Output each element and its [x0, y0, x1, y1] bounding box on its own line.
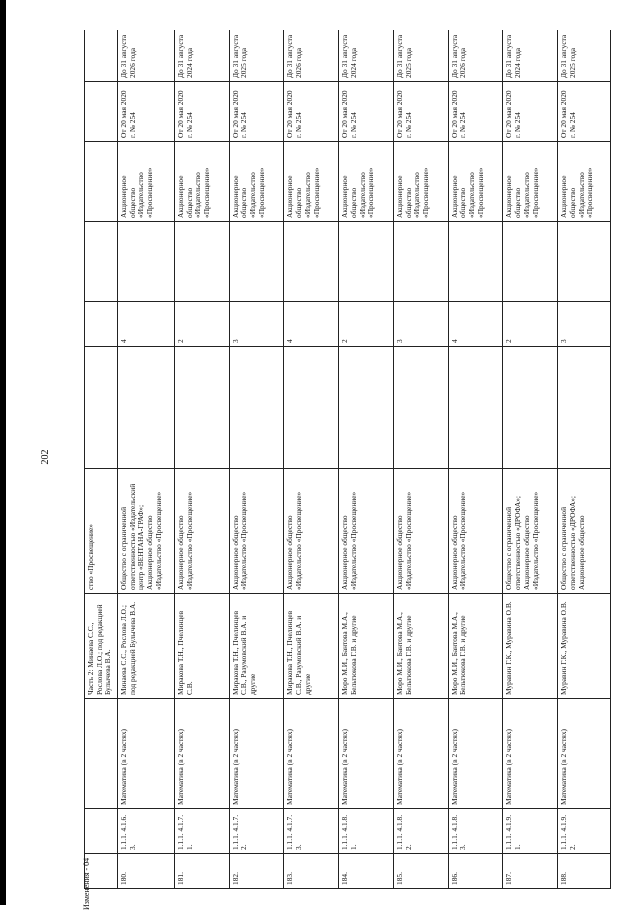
cell-subject: Математика (в 2 частях): [229, 699, 284, 809]
cell-org: Акционерное общество «Издательство «Просвещение»: [174, 142, 229, 222]
cell-num: 182.: [229, 854, 284, 889]
cell-c6: [85, 347, 118, 469]
cell-order: От 20 мая 2020 г. № 254: [558, 82, 611, 142]
cell-subject: Математика (в 2 частях): [558, 699, 611, 809]
cell-grade: 4: [117, 302, 174, 347]
cell-until: До 31 августа 2025 года: [229, 30, 284, 82]
cell-c6: [284, 347, 339, 469]
cell-publisher: ство «Просвещение»: [85, 469, 118, 594]
cell-authors: Моро М.И., Бантова М.А., Бельтюкова Г.В. и другие: [448, 594, 503, 699]
cell-code: 1.1.1. 4.1.7. 3.: [284, 809, 339, 854]
cell-num: 187.: [503, 854, 558, 889]
cell-order: От 20 мая 2020 г. № 254: [117, 82, 174, 142]
cell-org: Акционерное общество «Издательство «Просвещение»: [558, 142, 611, 222]
cell-until: До 31 августа 2026 года: [448, 30, 503, 82]
cell-c6: [503, 347, 558, 469]
cell-c8: [284, 222, 339, 302]
table-viewport: [84, 30, 611, 889]
cell-code: 1.1.1. 4.1.7. 2.: [229, 809, 284, 854]
table-row: [85, 30, 118, 889]
cell-grade: 3: [229, 302, 284, 347]
cell-c6: [229, 347, 284, 469]
cell-subject: Математика (в 2 частях): [503, 699, 558, 809]
cell-authors: Миракова Т.Н., Пчелинцев С.В., Разумовский В.А. и другие: [284, 594, 339, 699]
cell-grade: 3: [558, 302, 611, 347]
cell-grade: 2: [503, 302, 558, 347]
cell-until: До 31 августа 2024 года: [174, 30, 229, 82]
footer-note: Изменения - 04: [82, 857, 91, 910]
cell-org: Акционерное общество «Издательство «Просвещение»: [229, 142, 284, 222]
cell-code: 1.1.1. 4.1.9. 2.: [558, 809, 611, 854]
table-row: [503, 30, 558, 889]
cell-num: 185.: [393, 854, 448, 889]
cell-code: 1.1.1. 4.1.8. 3.: [448, 809, 503, 854]
cell-publisher: Акционерное общество «Издательство «Просвещение»: [448, 469, 503, 594]
cell-grade: 3: [393, 302, 448, 347]
cell-subject: [85, 699, 118, 809]
cell-until: До 31 августа 2026 года: [284, 30, 339, 82]
cell-org: Акционерное общество «Издательство «Просвещение»: [117, 142, 174, 222]
cell-order: От 20 мая 2020 г. № 254: [284, 82, 339, 142]
cell-grade: 4: [448, 302, 503, 347]
cell-publisher: Общество с ограниченной ответственностью «ДРОФА»; Акционерное общество «Издательство «Просвещение»: [503, 469, 558, 594]
table-row: [448, 30, 503, 889]
cell-num: 188.: [558, 854, 611, 889]
cell-c8: [174, 222, 229, 302]
cell-c8: [393, 222, 448, 302]
cell-code: 1.1.1. 4.1.9. 1.: [503, 809, 558, 854]
cell-org: Акционерное общество «Издательство «Просвещение»: [503, 142, 558, 222]
cell-c6: [558, 347, 611, 469]
cell-num: 181.: [174, 854, 229, 889]
cell-grade: 2: [174, 302, 229, 347]
cell-order: От 20 мая 2020 г. № 254: [229, 82, 284, 142]
scan-edge: [0, 0, 6, 905]
cell-subject: Математика (в 2 частях): [284, 699, 339, 809]
cell-authors: Миракова Т.Н., Пчелинцев С.В.: [174, 594, 229, 699]
cell-org: Акционерное общество «Издательство «Просвещение»: [393, 142, 448, 222]
cell-publisher: Акционерное общество «Издательство «Просвещение»: [174, 469, 229, 594]
cell-authors: Моро М.И., Бантова М.А., Бельтюкова Г.В. и другие: [339, 594, 394, 699]
textbook-table: [84, 30, 611, 889]
cell-org: Акционерное общество «Издательство «Просвещение»: [448, 142, 503, 222]
cell-until: До 31 августа 2025 года: [393, 30, 448, 82]
table-row: [117, 30, 174, 889]
cell-order: От 20 мая 2020 г. № 254: [503, 82, 558, 142]
cell-subject: Математика (в 2 частях): [448, 699, 503, 809]
table-body: [85, 30, 611, 889]
table-row: [393, 30, 448, 889]
cell-until: До 31 августа 2025 года: [558, 30, 611, 82]
cell-authors: Минаева С.С., Рослова Л.О.; под редакцией Булычева В.А.: [117, 594, 174, 699]
cell-c6: [393, 347, 448, 469]
rotated-page: [84, 30, 611, 889]
table-row: [558, 30, 611, 889]
cell-num: 184.: [339, 854, 394, 889]
table-row: [174, 30, 229, 889]
cell-grade: 4: [284, 302, 339, 347]
cell-publisher: Общество с ограниченной ответственностью «ДРОФА»; Акционерное общество: [558, 469, 611, 594]
cell-grade: [85, 302, 118, 347]
cell-until: До 31 августа 2026 года: [117, 30, 174, 82]
cell-subject: Математика (в 2 частях): [117, 699, 174, 809]
cell-subject: Математика (в 2 частях): [339, 699, 394, 809]
cell-until: До 31 августа 2024 года: [339, 30, 394, 82]
cell-publisher: Акционерное общество «Издательство «Просвещение»: [339, 469, 394, 594]
cell-subject: Математика (в 2 частях): [174, 699, 229, 809]
cell-authors: Часть 2: Минаева С.С., Рослова Л.О.; под редакцией Булычева В.А.: [85, 594, 118, 699]
table-row: [229, 30, 284, 889]
cell-subject: Математика (в 2 частях): [393, 699, 448, 809]
cell-c8: [117, 222, 174, 302]
cell-authors: Муравин Г.К., Муравина О.В.: [503, 594, 558, 699]
cell-order: [85, 82, 118, 142]
cell-authors: Миракова Т.Н., Пчелинцев С.В., Разумовский В.А. и другие: [229, 594, 284, 699]
cell-num: 183.: [284, 854, 339, 889]
cell-org: Акционерное общество «Издательство «Просвещение»: [339, 142, 394, 222]
cell-c8: [229, 222, 284, 302]
cell-order: От 20 мая 2020 г. № 254: [448, 82, 503, 142]
cell-c6: [174, 347, 229, 469]
cell-order: От 20 мая 2020 г. № 254: [393, 82, 448, 142]
cell-publisher: Акционерное общество «Издательство «Просвещение»: [393, 469, 448, 594]
cell-c8: [503, 222, 558, 302]
cell-c6: [448, 347, 503, 469]
cell-code: 1.1.1. 4.1.8. 1.: [339, 809, 394, 854]
cell-order: От 20 мая 2020 г. № 254: [174, 82, 229, 142]
table-row: [284, 30, 339, 889]
cell-code: 1.1.1. 4.1.7. 1.: [174, 809, 229, 854]
cell-code: 1.1.1. 4.1.6. 3.: [117, 809, 174, 854]
cell-c8: [85, 222, 118, 302]
cell-org: [85, 142, 118, 222]
cell-until: До 31 августа 2024 года: [503, 30, 558, 82]
cell-authors: Моро М.И., Бантова М.А., Бельтюкова Г.В. и другие: [393, 594, 448, 699]
cell-num: 186.: [448, 854, 503, 889]
cell-c6: [339, 347, 394, 469]
cell-c8: [448, 222, 503, 302]
cell-org: Акционерное общество «Издательство «Просвещение»: [284, 142, 339, 222]
cell-c6: [117, 347, 174, 469]
cell-authors: Муравин Г.К., Муравина О.В.: [558, 594, 611, 699]
cell-publisher: Акционерное общество «Издательство «Просвещение»: [284, 469, 339, 594]
cell-num: 180.: [117, 854, 174, 889]
table-row: [339, 30, 394, 889]
cell-order: От 20 мая 2020 г. № 254: [339, 82, 394, 142]
cell-c8: [339, 222, 394, 302]
cell-grade: 2: [339, 302, 394, 347]
cell-code: 1.1.1. 4.1.8. 2.: [393, 809, 448, 854]
cell-publisher: Общество с ограниченной ответственностью «Издательский центр «ВЕНТАНА-ГРАФ»; Акционерное общество «Издательство «Просвещение»: [117, 469, 174, 594]
cell-until: [85, 30, 118, 82]
page-number: 202: [40, 449, 51, 465]
cell-publisher: Акционерное общество «Издательство «Просвещение»: [229, 469, 284, 594]
cell-c8: [558, 222, 611, 302]
